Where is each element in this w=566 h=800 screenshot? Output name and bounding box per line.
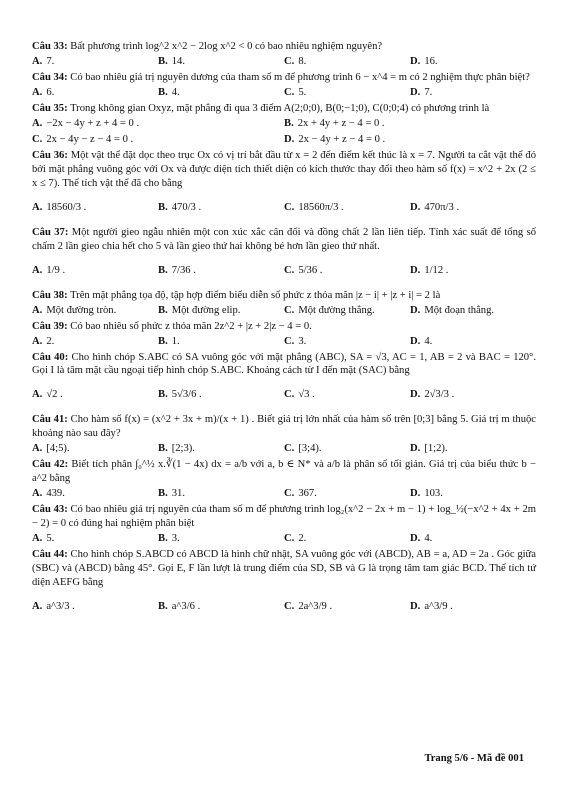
question-number: Câu 44: — [32, 549, 68, 561]
option-d: D. 470π/3 . — [410, 201, 460, 213]
option-d: D. [1;2). — [410, 443, 448, 455]
question-number: Câu 36: — [32, 149, 68, 161]
option-c: C. √3 . — [284, 389, 315, 401]
option-a: A. √2 . — [32, 389, 63, 401]
option-d: D. 4. — [410, 335, 433, 347]
question-number: Câu 43: — [32, 504, 68, 516]
option-c: C. 18560π/3 . — [284, 201, 344, 213]
question-35 — [32, 102, 536, 147]
option-a: A. 2. — [32, 335, 55, 347]
option-d: D. 4. — [410, 533, 433, 545]
option-d: D. 1/12 . — [410, 264, 449, 276]
option-d: D. 103. — [410, 488, 443, 500]
option-b: B. 7/36 . — [158, 264, 196, 276]
question-number: Câu 35: — [32, 102, 68, 114]
option-c: C. Một đường thẳng. — [284, 304, 375, 316]
option-c: C. 5. — [284, 86, 307, 98]
question-stem: Có bao nhiêu số phức z thỏa mãn 2z^2 + |z + 2|z − 4 = 0. — [70, 320, 312, 332]
option-b: B. 14. — [158, 55, 185, 67]
option-d: D. a^3/9 . — [410, 601, 453, 613]
question-stem: Bất phương trình log^2 x^2 − 2log x^2 < 0 có bao nhiêu nghiệm nguyên? — [70, 41, 383, 52]
question-stem: Có bao nhiêu giá trị nguyên dương của tham số m để phương trình 6 − x^4 = m có 2 nghiệm thực phân biệt? — [70, 71, 530, 83]
question-number: Câu 33: — [32, 41, 68, 52]
option-a: A. −2x − 4y + z + 4 = 0 . — [32, 117, 140, 129]
question-number: Câu 39: — [32, 320, 68, 332]
question-stem: Biết tích phân ∫₀^½ x.∛(1 − 4x) dx = a/b với a, b ∈ N* và a/b là phân số tối giản. Giá trị của biểu thức b − a^2 bằng — [32, 459, 537, 485]
question-number: Câu 34: — [32, 71, 68, 83]
option-c: C. 367. — [284, 488, 317, 500]
question-40 — [32, 351, 536, 412]
question-stem: Một người gieo ngẫu nhiên một con xúc xắc cân đối và đồng chất 2 lần liên tiếp. Tính xác suất để tổng số chấm 2 lần gieo chia hết cho 5 và lần gieo thứ hai không bé hơn lần gieo thứ nhất. — [32, 226, 536, 252]
question-stem: Có bao nhiêu giá trị nguyên của tham số m để phương trình log₂(x^2 − 2x + m − 1) + log_½(−x^2 + 4x + 2m − 2) = 0 có đúng hai nghiệm phân biệt — [32, 504, 536, 530]
option-d: D. 7. — [410, 86, 433, 98]
option-b: B. 31. — [158, 488, 185, 500]
question-37 — [32, 226, 536, 287]
question-number: Câu 37: — [32, 226, 69, 238]
option-a: A. Một đường tròn. — [32, 304, 117, 316]
option-a: A. 1/9 . — [32, 264, 66, 276]
question-41 — [32, 413, 536, 456]
question-stem: Trong không gian Oxyz, mặt phẳng đi qua 3 điểm A(2;0;0), B(0;−1;0), C(0;0;4) có phương trình là — [70, 102, 490, 114]
question-number: Câu 42: — [32, 459, 69, 471]
question-number: Câu 38: — [32, 289, 68, 301]
option-c: C. 2x − 4y − z − 4 = 0 . — [32, 133, 134, 145]
option-d: D. 2√3/3 . — [410, 389, 455, 401]
option-b: B. Một đường elip. — [158, 304, 241, 316]
page-footer: Trang 5/6 - Mã đề 001 — [424, 753, 524, 764]
option-a: A. 439. — [32, 488, 65, 500]
question-39 — [32, 320, 536, 349]
question-stem: Cho hình chóp S.ABC có SA vuông góc với mặt phẳng (ABC), SA = √3, AC = 1, AB = 2 và BAC = 120°. Gọi I là tâm mặt cầu ngoại tiếp hình chóp S.ABC. Khoảng cách từ I đến mặt (SAC) bằng — [32, 351, 536, 377]
question-stem: Một vật thể đặt dọc theo trục Ox có vị trí bắt đầu từ x = 2 đến điểm kết thúc là x = 7. Người ta cắt vật thể đó bởi mặt phẳng vuông góc với Ox và được diện tích thiết diện có kích thước thay đổi theo hàm số f(x) = x^2 + 2x (2 ≤ x ≤ 7). Thể tích vật thể đã cho bằng — [32, 149, 536, 189]
option-c: C. [3;4). — [284, 443, 322, 455]
question-number: Câu 40: — [32, 351, 69, 363]
option-c: C. 3. — [284, 335, 307, 347]
question-stem: Cho hàm số f(x) = (x^2 + 3x + m)/(x + 1) . Biết giá trị lớn nhất của hàm số trên [0;3] bằng 5. Giá trị m thuộc khoảng nào sau đây? — [32, 414, 536, 440]
question-stem: Trên mặt phẳng tọa độ, tập hợp điểm biểu diễn số phức z thỏa mãn |z − i| + |z + i| = 2 là — [70, 289, 441, 301]
option-b: B. a^3/6 . — [158, 601, 201, 613]
option-d: D. 2x − 4y + z − 4 = 0 . — [284, 133, 386, 145]
question-number: Câu 41: — [32, 414, 68, 426]
option-b: B. 3. — [158, 533, 180, 545]
option-a: A. 18560/3 . — [32, 201, 87, 213]
option-a: A. 7. — [32, 55, 55, 67]
option-b: B. 5√3/6 . — [158, 389, 202, 401]
option-c: C. 2. — [284, 533, 307, 545]
option-a: A. 6. — [32, 86, 55, 98]
option-c: C. 2a^3/9 . — [284, 601, 333, 613]
question-43 — [32, 503, 536, 546]
question-38 — [32, 289, 536, 318]
option-a: A. a^3/3 . — [32, 601, 75, 613]
option-d: D. Một đoạn thẳng. — [410, 304, 495, 316]
question-36 — [32, 149, 536, 224]
question-44 — [32, 548, 536, 623]
option-b: B. 1. — [158, 335, 180, 347]
option-c: C. 8. — [284, 55, 307, 67]
question-34 — [32, 71, 536, 100]
option-b: B. [2;3). — [158, 443, 195, 455]
question-42 — [32, 458, 536, 501]
question-stem: Cho hình chóp S.ABCD có ABCD là hình chữ nhật, SA vuông góc với (ABCD), AB = a, AD = 2a . Góc giữa (SBC) và (ABCD) bằng 45°. Gọi E, F lần lượt là trung điểm của SD, SB và G là trọng tâm tam giác BCD. Thể tích tứ diện AEFG bằng — [32, 549, 537, 589]
option-c: C. 5/36 . — [284, 264, 323, 276]
option-b: B. 470/3 . — [158, 201, 202, 213]
option-b: B. 4. — [158, 86, 180, 98]
question-33 — [32, 40, 536, 69]
option-a: A. [4;5). — [32, 443, 70, 455]
option-d: D. 16. — [410, 55, 438, 67]
option-b: B. 2x + 4y + z − 4 = 0 . — [284, 117, 385, 129]
option-a: A. 5. — [32, 533, 55, 545]
